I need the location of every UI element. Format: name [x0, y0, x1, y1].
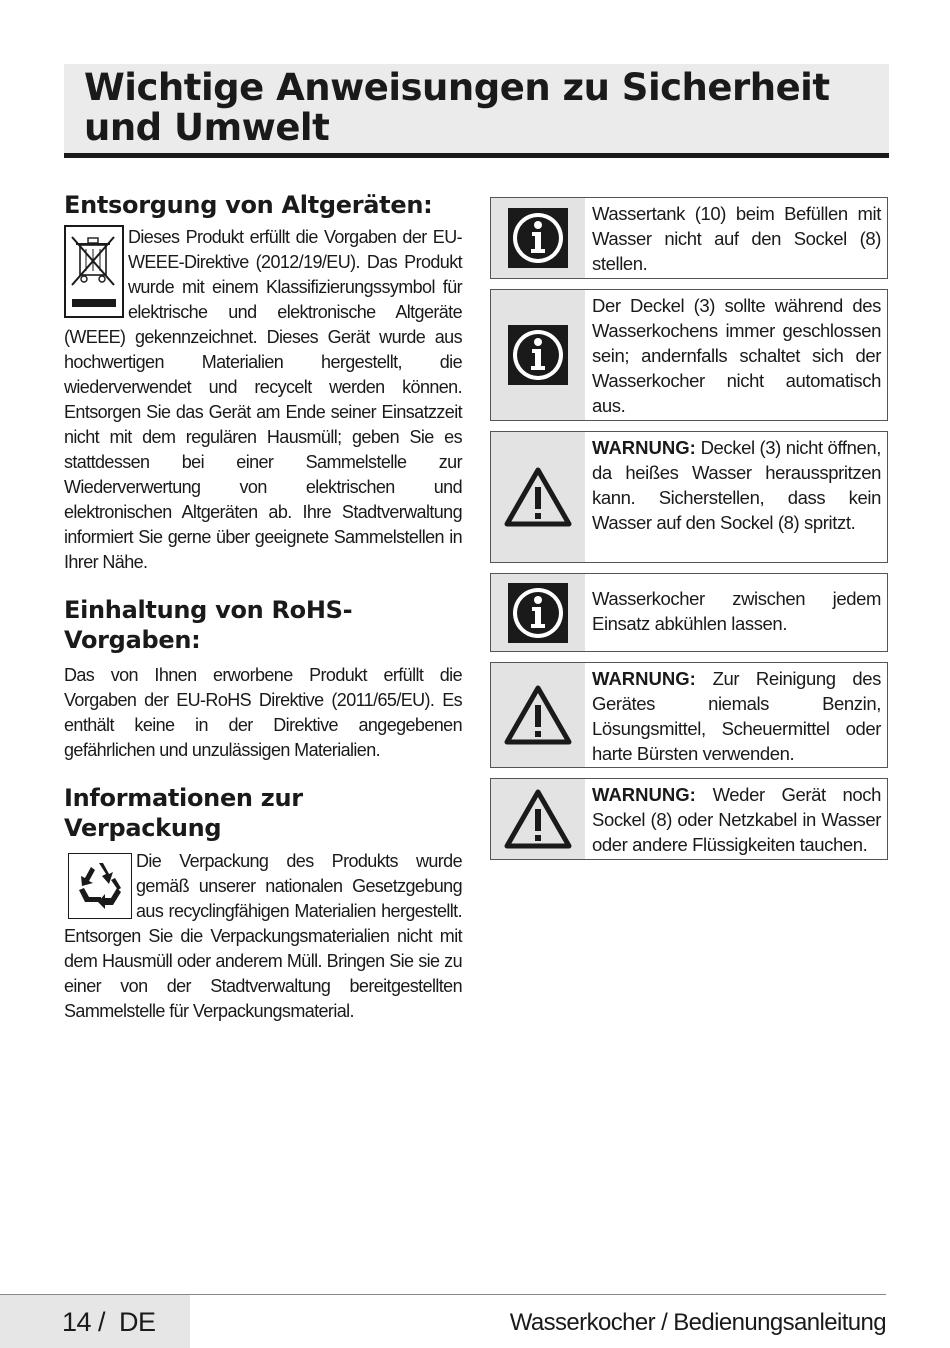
- disposal-text: Dieses Produkt erfüllt die Vorgaben der EU-WEEE-Direktive (2012/19/EU). Das Produkt wurde mit einem Klassifizierungssymbol für elektrische und elektronische Altgeräte (WEEE) gekennzeichnet. Dieses Gerät wurde aus hochwertigen Materialien hergestellt, die wiederverwendet und recycelt werden können. Entsorgen Sie das Gerät am Ende seiner Einsatzzeit nicht mit dem regulären Hausmüll; geben Sie es stattdessen bei einer Sammelstelle zur Wiederverwertung von elektrischen und elektronischen Altgeräten ab. Ihre Stadtverwaltung informiert Sie gerne über geeignete Sammelstellen in Ihrer Nähe.: [64, 227, 462, 572]
- note-text: [585, 198, 887, 278]
- note-box: [490, 662, 888, 768]
- warning-icon: [491, 432, 585, 562]
- title-band: [64, 64, 889, 158]
- note-text: [585, 432, 887, 562]
- note-box: [490, 197, 888, 279]
- rohs-text: Das von Ihnen erworbene Produkt erfüllt die Vorgaben der EU-RoHS Direktive (2011/65/EU). Es enthält keine in der Direktive angegebenen gefährlichen und unzulässigen Materialien.: [64, 665, 462, 760]
- warning-icon: [491, 779, 585, 859]
- note-box: [490, 778, 888, 860]
- weee-bin-icon: [64, 225, 124, 318]
- page-number: 14 / DE: [62, 1307, 156, 1337]
- info-icon: [491, 198, 585, 278]
- warning-icon: [491, 663, 585, 767]
- packaging-section: [64, 849, 462, 1024]
- note-box: [490, 431, 888, 563]
- disposal-heading: Entsorgung von Altgeräten:: [64, 191, 433, 219]
- note-body: Deckel (3) nicht öffnen, da heißes Wasser herausspritzen kann. Sicherstellen, dass kein Wasser auf den Sockel (8) spritzt.: [592, 437, 881, 533]
- document-title: Wasserkocher / Bedienungsanleitung: [509, 1309, 886, 1336]
- note-label: WARNUNG:: [592, 784, 696, 805]
- note-body: Weder Gerät noch Sockel (8) oder Netzkabel in Wasser oder andere Flüssigkeiten tauchen.: [592, 784, 882, 855]
- packaging-text: Die Verpackung des Produkts wurde gemäß unserer nationalen Gesetzgebung aus recyclingfähigen Materialien hergestellt. Entsorgen Sie die Verpackungsmaterialien nicht mit dem Hausmüll oder anderem Müll. Bringen Sie sie zu einer von der Stadtverwaltung bereitgestellten Sammelstelle für Verpackungsmaterial.: [64, 851, 462, 1021]
- rohs-heading: Einhaltung von RoHS-Vorgaben:: [64, 596, 353, 654]
- note-text: [585, 663, 887, 767]
- note-label: WARNUNG:: [592, 668, 696, 689]
- note-box: [490, 289, 888, 421]
- note-body: Wasserkocher zwischen jedem Einsatz abkühlen lassen.: [592, 588, 881, 634]
- notes-column: [490, 197, 888, 870]
- note-body: Zur Reinigung des Gerätes niemals Benzin, Lösungsmittel, Scheuermittel oder harte Bürsten verwenden.: [592, 668, 882, 764]
- page-title: Wichtige Anweisungen zu Sicherheit und Umwelt: [84, 66, 830, 149]
- packaging-heading: Informationen zur Verpackung: [64, 784, 303, 842]
- left-column: [64, 190, 462, 1024]
- note-box: [490, 573, 888, 652]
- info-icon: [491, 290, 585, 420]
- info-icon: [491, 574, 585, 651]
- note-text: [585, 290, 887, 420]
- note-text: [585, 574, 887, 651]
- note-text: [585, 779, 887, 859]
- disposal-section: [64, 225, 462, 575]
- note-body: Der Deckel (3) sollte während des Wasserkochens immer geschlossen sein; andernfalls schaltet sich der Wasserkocher nicht automatisch aus.: [592, 295, 881, 416]
- recycle-icon: [68, 853, 132, 919]
- note-body: Wassertank (10) beim Befüllen mit Wasser nicht auf den Sockel (8) stellen.: [592, 203, 881, 274]
- note-label: WARNUNG:: [592, 437, 696, 458]
